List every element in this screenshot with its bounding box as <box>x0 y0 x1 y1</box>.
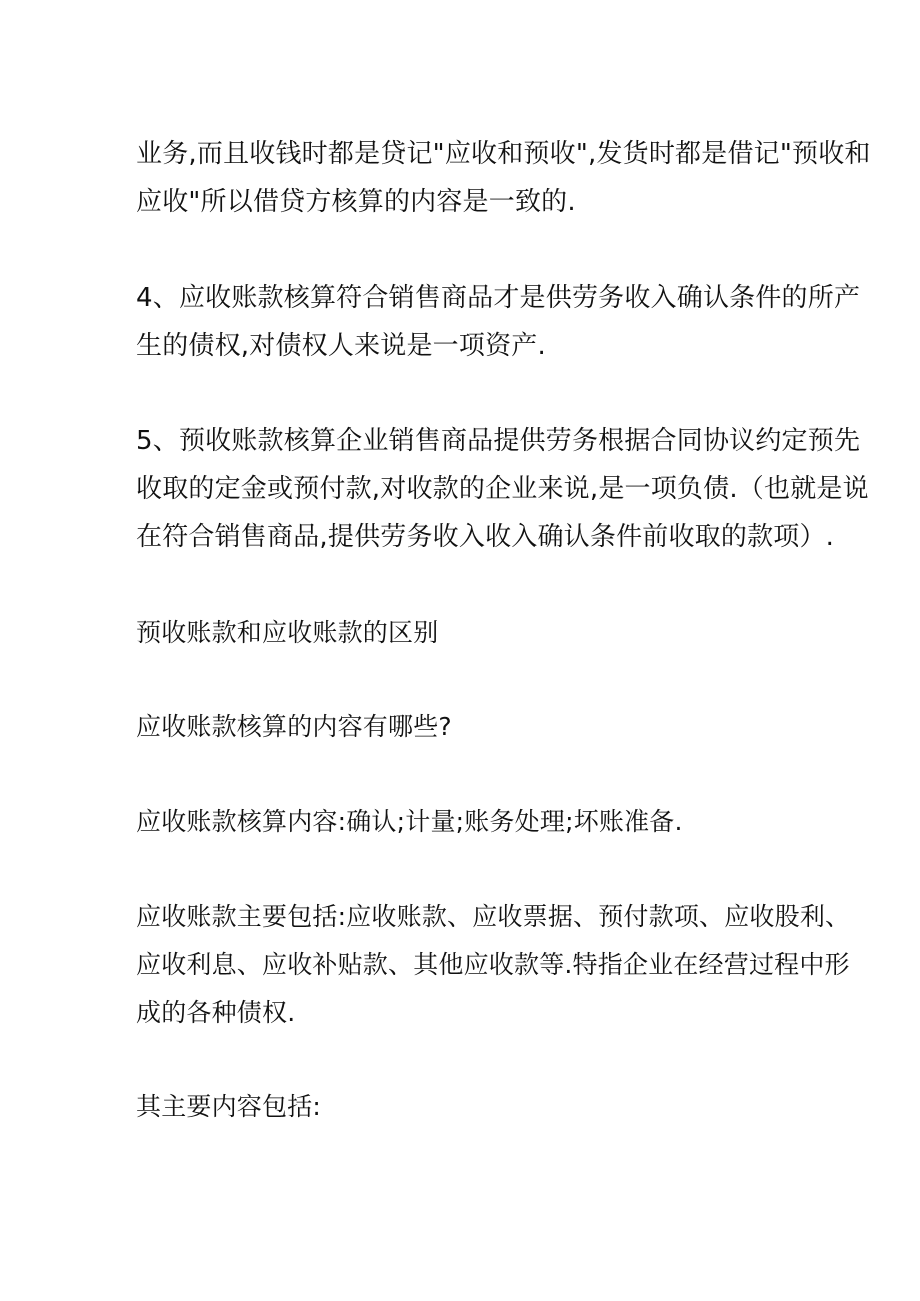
paragraph-4-line-3: 成的各种债权. <box>136 998 296 1027</box>
paragraph-4-line-1: 应收账款主要包括:应收账款、应收票据、预付款项、应收股利、 <box>136 902 851 931</box>
paragraph-3-line-2: 收取的定金或预付款,对收款的企业来说,是一项负债.（也就是说 <box>136 474 869 504</box>
paragraph-3-line-3: 在符合销售商品,提供劳务收入收入确认条件前收取的款项）. <box>136 522 835 552</box>
paragraph-1-line-1: 业务,而且收钱时都是贷记"应收和预收",发货时都是借记"预收和 <box>136 139 871 169</box>
paragraph-2-line-1: 4、应收账款核算符合销售商品才是供劳务收入确认条件的所产 <box>136 283 861 313</box>
question-line: 应收账款核算的内容有哪些? <box>136 712 452 741</box>
closing-line: 其主要内容包括: <box>136 1092 322 1121</box>
paragraph-1-line-2: 应收"所以借贷方核算的内容是一致的. <box>136 187 576 217</box>
content-line: 应收账款核算内容:确认;计量;账务处理;坏账准备. <box>136 807 683 836</box>
paragraph-2-line-2: 生的债权,对债权人来说是一项资产. <box>136 331 546 361</box>
paragraph-4-line-2: 应收利息、应收补贴款、其他应收款等.特指企业在经营过程中形 <box>136 950 850 979</box>
section-heading: 预收账款和应收账款的区别 <box>136 618 439 647</box>
paragraph-3-line-1: 5、预收账款核算企业销售商品提供劳务根据合同协议约定预先 <box>136 426 861 456</box>
